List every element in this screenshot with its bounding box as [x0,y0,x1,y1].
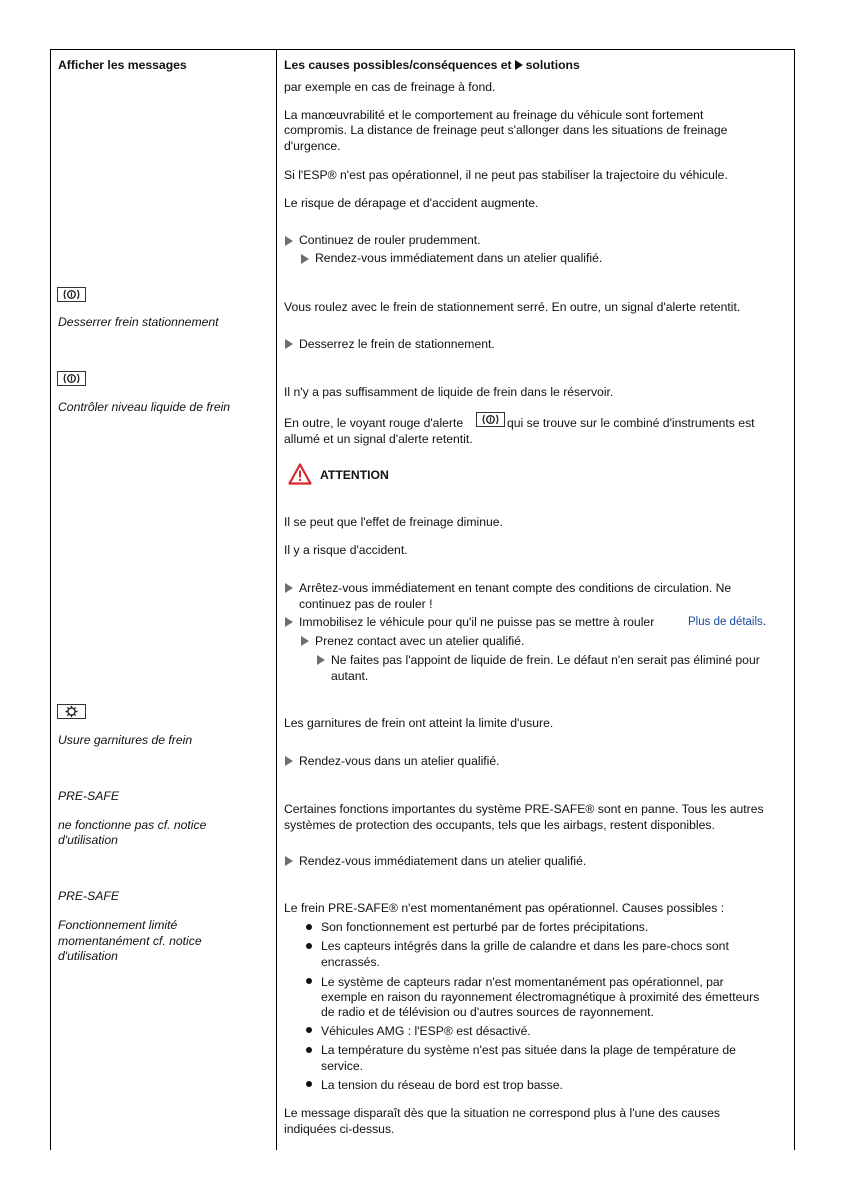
brake-fluid-step-1a: Arrêtez-vous immédiatement en tenant compte des conditions de circulation. Ne [299,581,732,595]
header-col2-end: solutions [525,58,580,72]
presafe2-label-4: d'utilisation [58,949,118,963]
parking-brake-icon [57,287,86,302]
header-col2-text: Les causes possibles/conséquences et [284,58,512,72]
brake-fluid-step-4b: autant. [331,669,369,683]
presafe2-bullet-5b: service. [321,1059,363,1073]
presafe2-bullet-3c: de radio et de télévision ou d'autres sources de rayonnement. [321,1005,654,1019]
step-arrow-icon [285,583,293,593]
step-arrow-icon [285,236,293,246]
parking-brake-text: Vous roulez avec le frein de stationnement serré. En outre, un signal d'alerte retentit. [284,300,741,314]
brake-fluid-step-3: Prenez contact avec un atelier qualifié. [315,634,525,648]
step-arrow-icon [301,254,309,264]
warning-title: ATTENTION [320,468,389,482]
presafe2-outro-1: Le message disparaît dès que la situation ne correspond plus à l'une des causes [284,1106,720,1120]
bullet-dot [306,1027,312,1033]
step-arrow-icon [285,856,293,866]
warning-text-1: Il se peut que l'effet de freinage diminue. [284,515,503,529]
table-right-border [794,49,795,1150]
presafe2-label-3: momentanément cf. notice [58,934,202,948]
header-col1: Afficher les messages [58,58,187,72]
details-link[interactable]: Plus de détails [688,616,763,628]
brake-fluid-step-4a: Ne faites pas l'appoint de liquide de frein. Le défaut n'en serait pas éliminé pour [331,653,760,667]
brake-pads-label: Usure garnitures de frein [58,733,193,747]
presafe2-bullet-3a: Le système de capteurs radar n'est momentanément pas opérationnel, par [321,975,724,989]
presafe1-step: Rendez-vous immédiatement dans un atelier qualifié. [299,854,587,868]
play-arrow-icon [515,60,523,70]
brake-fluid-step-1b: continuez pas de rouler ! [299,597,433,611]
header-col2 [284,58,580,74]
continuation-step-2: Rendez-vous immédiatement dans un atelier qualifié. [315,251,603,265]
brake-fluid-step-2-text: Immobilisez le véhicule pour qu'il ne puisse pas se mettre à rouler [299,615,655,629]
continuation-line-6: Le risque de dérapage et d'accident augmente. [284,196,539,210]
brake-fluid-text-2b: qui se trouve sur le combiné d'instruments est [507,416,755,430]
presafe2-bullet-3b: exemple en raison du rayonnement électromagnétique à proximité des émetteurs [321,990,760,1004]
table-column-divider [276,49,277,1150]
warning-triangle-icon [288,463,312,485]
step-arrow-icon [285,339,293,349]
presafe2-bullet-6: La tension du réseau de bord est trop basse. [321,1078,563,1092]
brake-fluid-text-1: Il n'y a pas suffisamment de liquide de frein dans le réservoir. [284,385,614,399]
presafe2-bullet-2a: Les capteurs intégrés dans la grille de calandre et dans les pare-chocs sont [321,939,729,953]
warning-text-2: Il y a risque d'accident. [284,543,408,557]
continuation-line-4: d'urgence. [284,139,341,153]
presafe2-bullet-5a: La température du système n'est pas située dans la plage de température de [321,1043,736,1057]
brake-warning-icon [57,371,86,386]
step-arrow-icon [317,655,325,665]
continuation-step-1: Continuez de rouler prudemment. [299,233,481,247]
table-left-border [50,49,51,1150]
brake-warning-inline-icon [476,412,505,427]
step-arrow-icon [285,617,293,627]
presafe2-intro: Le frein PRE-SAFE® n'est momentanément pas opérationnel. Causes possibles : [284,901,725,915]
brake-pads-text: Les garnitures de frein ont atteint la limite d'usure. [284,716,554,730]
presafe2-bullet-4: Véhicules AMG : l'ESP® est désactivé. [321,1024,531,1038]
details-link-period: . [762,616,766,628]
bullet-dot [306,1081,312,1087]
brake-pads-step: Rendez-vous dans un atelier qualifié. [299,754,500,768]
brake-fluid-text-2c: allumé et un signal d'alerte retentit. [284,432,473,446]
bullet-dot [306,978,312,984]
presafe2-outro-2: indiquées ci-dessus. [284,1122,395,1136]
step-arrow-icon [301,636,309,646]
continuation-line-1: par exemple en cas de freinage à fond. [284,80,496,94]
brake-fluid-label: Contrôler niveau liquide de frein [58,400,231,414]
continuation-line-3: compromis. La distance de freinage peut s'allonger dans les situations de freinage [284,123,728,137]
brake-fluid-text-2a: En outre, le voyant rouge d'alerte [284,416,464,430]
bullet-dot [306,943,312,949]
details-link-wrap [688,615,766,631]
continuation-line-5: Si l'ESP® n'est pas opérationnel, il ne peut pas stabiliser la trajectoire du véhicule. [284,168,728,182]
parking-brake-step: Desserrez le frein de stationnement. [299,337,495,351]
parking-brake-label: Desserrer frein stationnement [58,315,219,329]
presafe2-label-1: PRE-SAFE [58,889,119,903]
presafe1-label-1: PRE-SAFE [58,789,119,803]
presafe1-label-2: ne fonctionne pas cf. notice [58,818,207,832]
bullet-dot [306,924,312,930]
brake-pad-wear-icon [57,704,86,719]
bullet-dot [306,1047,312,1053]
presafe1-label-3: d'utilisation [58,833,118,847]
brake-fluid-step-2 [299,615,654,631]
table-top-border [50,49,795,50]
continuation-line-2: La manœuvrabilité et le comportement au freinage du véhicule sont fortement [284,108,704,122]
presafe1-text-2: systèmes de protection des occupants, tels que les airbags, restent disponibles. [284,818,715,832]
presafe2-bullet-2b: encrassés. [321,955,380,969]
presafe2-label-2: Fonctionnement limité [58,918,178,932]
presafe2-bullet-1: Son fonctionnement est perturbé par de fortes précipitations. [321,920,649,934]
presafe1-text-1: Certaines fonctions importantes du système PRE-SAFE® sont en panne. Tous les autres [284,802,764,816]
step-arrow-icon [285,756,293,766]
